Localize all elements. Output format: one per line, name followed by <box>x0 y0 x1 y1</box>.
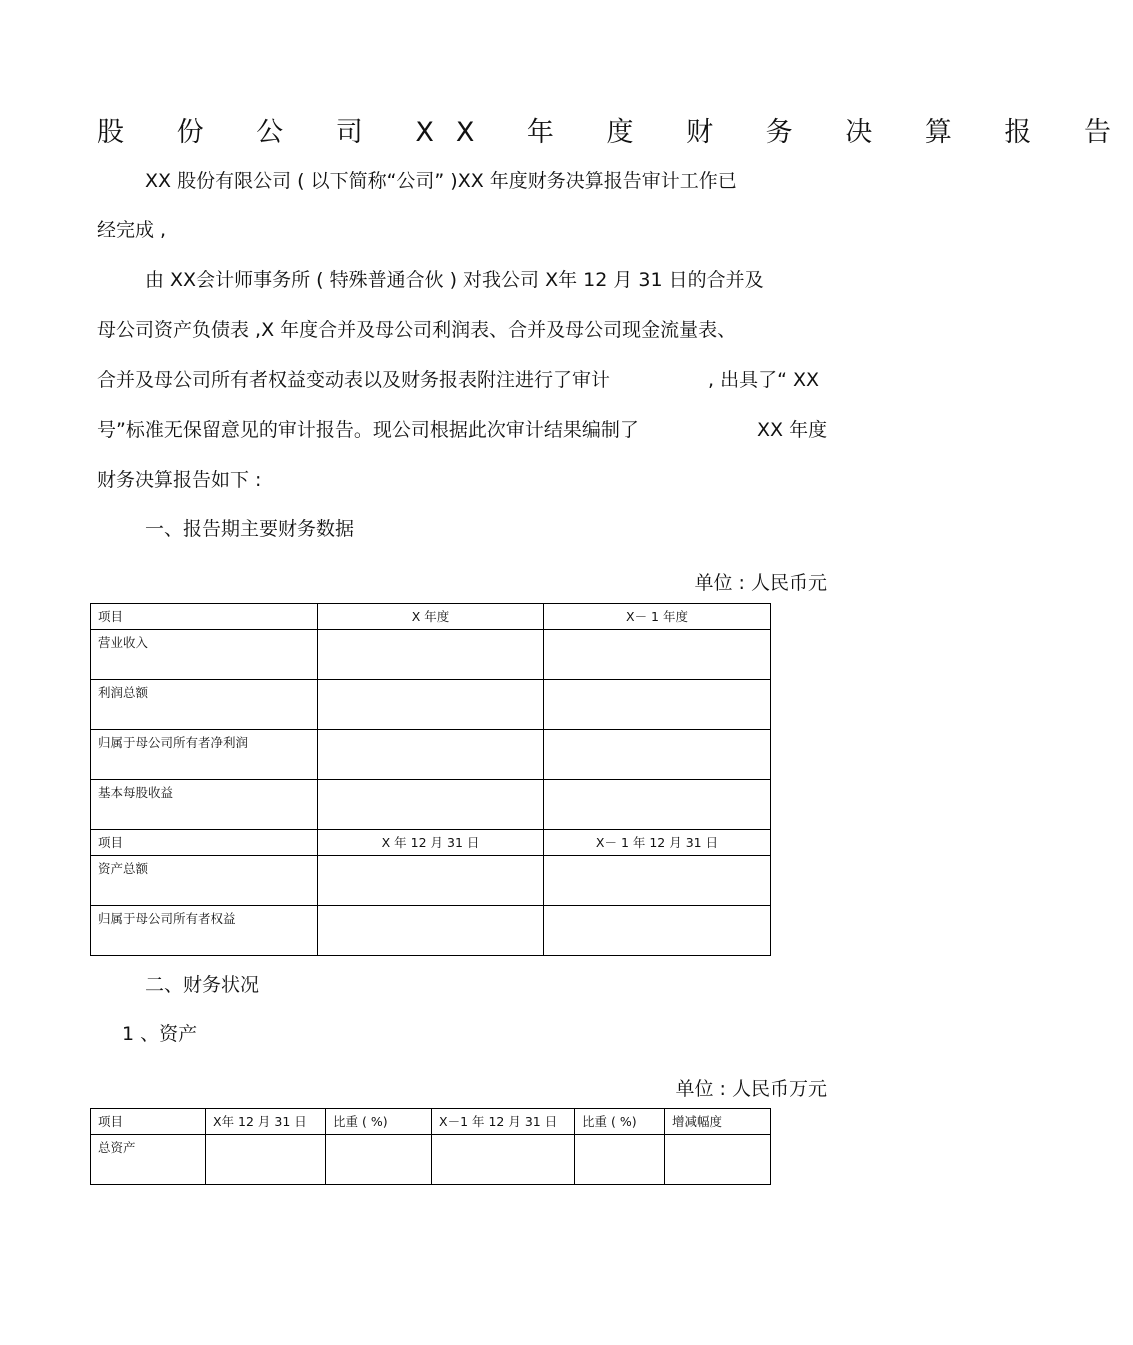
para2-line-3b: , 出具了“ XX <box>708 369 819 391</box>
value-cell <box>544 630 771 680</box>
value-cell <box>432 1135 575 1185</box>
value-cell <box>326 1135 432 1185</box>
value-cell <box>318 730 544 780</box>
row-label: 利润总额 <box>91 680 318 730</box>
value-cell <box>544 680 771 730</box>
financial-data-table <box>90 603 771 956</box>
page-title: 股 份 公 司 XX 年 度 财 务 决 算 报 告 <box>97 117 1133 148</box>
header-cell: 比重 ( %) <box>575 1109 665 1135</box>
header-cell: 项目 <box>91 830 318 856</box>
header-cell: X－ 1 年 12 月 31 日 <box>544 830 771 856</box>
intro-line-1: XX 股份有限公司 ( 以下简称“公司” )XX 年度财务决算报告审计工作已 <box>145 170 737 192</box>
para2-line-1: 由 XX会计师事务所 ( 特殊普通合伙 ) 对我公司 X年 12 月 31 日的合并及 <box>145 269 764 291</box>
table-row <box>91 630 771 680</box>
row-label: 资产总额 <box>91 856 318 906</box>
row-label: 总资产 <box>91 1135 206 1185</box>
section2-subheading: 1 、资产 <box>122 1023 198 1045</box>
header-cell: X年 12 月 31 日 <box>206 1109 326 1135</box>
row-label: 归属于母公司所有者净利润 <box>91 730 318 780</box>
table-header-row <box>91 830 771 856</box>
value-cell <box>544 856 771 906</box>
para2-line-4b: XX 年度 <box>757 419 828 441</box>
header-cell: 增减幅度 <box>665 1109 771 1135</box>
table-row <box>91 856 771 906</box>
value-cell <box>544 780 771 830</box>
assets-table <box>90 1108 771 1185</box>
row-label: 基本每股收益 <box>91 780 318 830</box>
para2-line-2: 母公司资产负债表 ,X 年度合并及母公司利润表、合并及母公司现金流量表、 <box>97 319 737 341</box>
table-row <box>91 1135 771 1185</box>
header-cell: 项目 <box>91 604 318 630</box>
row-label: 归属于母公司所有者权益 <box>91 906 318 956</box>
row-label: 营业收入 <box>91 630 318 680</box>
section2-unit: 单位 : 人民币万元 <box>675 1078 827 1100</box>
table-header-row <box>91 604 771 630</box>
header-cell: X－1 年 12 月 31 日 <box>432 1109 575 1135</box>
table-row <box>91 680 771 730</box>
value-cell <box>544 906 771 956</box>
value-cell <box>318 630 544 680</box>
para2-line-3a: 合并及母公司所有者权益变动表以及财务报表附注进行了审计 <box>97 369 611 391</box>
table-row <box>91 906 771 956</box>
header-cell: 比重 ( %) <box>326 1109 432 1135</box>
value-cell <box>665 1135 771 1185</box>
table-row <box>91 780 771 830</box>
header-cell: X－ 1 年度 <box>544 604 771 630</box>
section2-heading: 二、财务状况 <box>145 974 260 996</box>
header-cell: X 年度 <box>318 604 544 630</box>
header-cell: X 年 12 月 31 日 <box>318 830 544 856</box>
value-cell <box>318 680 544 730</box>
table-header-row <box>91 1109 771 1135</box>
table-row <box>91 730 771 780</box>
value-cell <box>206 1135 326 1185</box>
intro-line-2: 经完成 , <box>97 219 167 241</box>
para2-line-5: 财务决算报告如下 : <box>97 469 262 491</box>
value-cell <box>575 1135 665 1185</box>
value-cell <box>318 906 544 956</box>
section1-unit: 单位 : 人民币元 <box>694 572 827 594</box>
para2-line-4a: 号”标准无保留意见的审计报告。现公司根据此次审计结果编制了 <box>97 419 639 441</box>
value-cell <box>544 730 771 780</box>
header-cell: 项目 <box>91 1109 206 1135</box>
value-cell <box>318 780 544 830</box>
value-cell <box>318 856 544 906</box>
section1-heading: 一、报告期主要财务数据 <box>145 518 355 540</box>
